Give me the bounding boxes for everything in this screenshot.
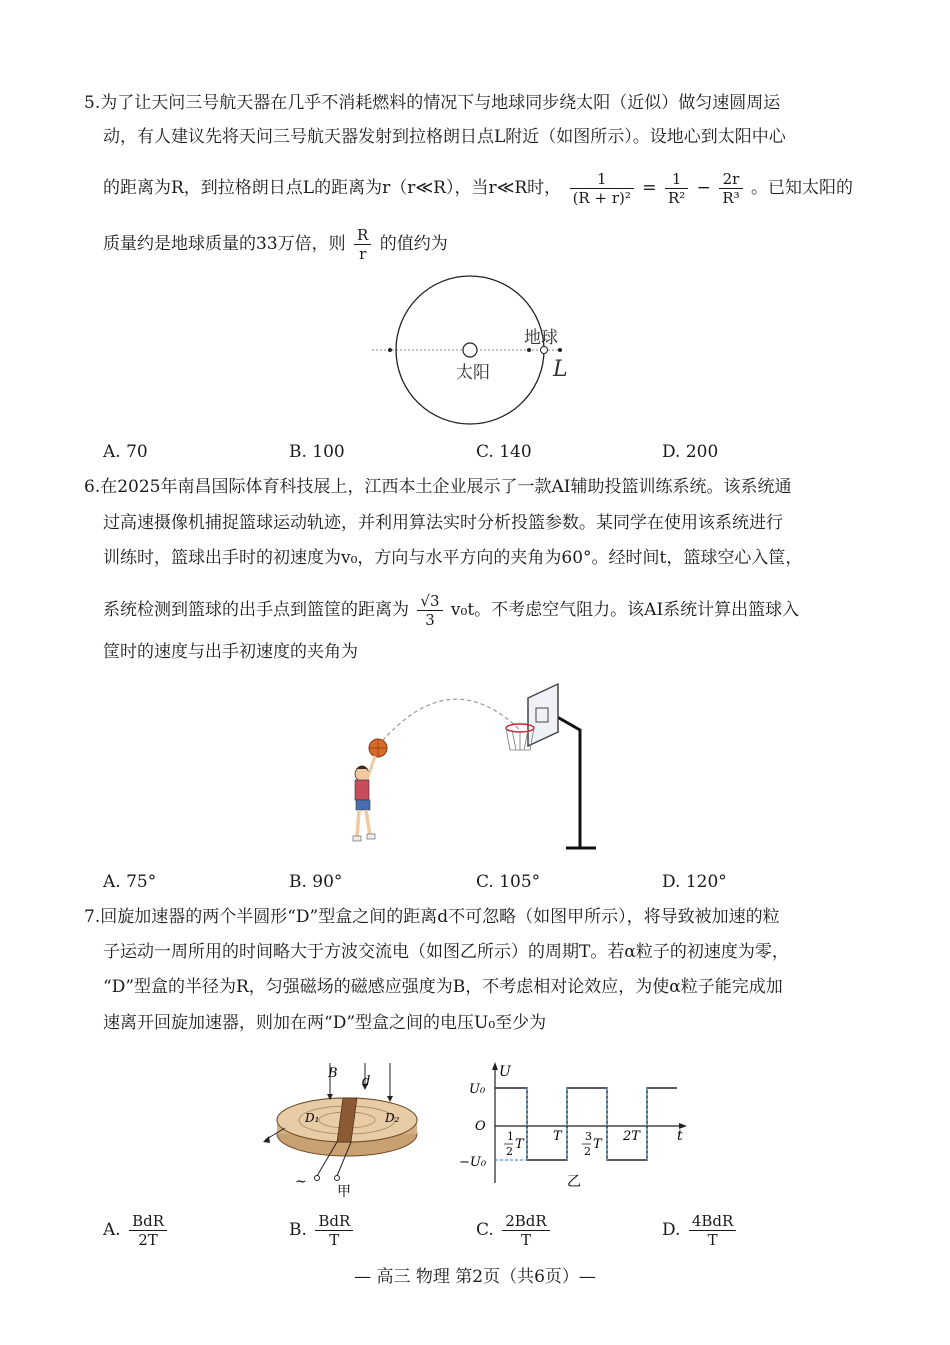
t-tick-label: T: [553, 1129, 562, 1144]
eq-term1-fraction: $\frac{1}{\text{R²}}$: [665, 170, 688, 207]
sun-label: 太阳: [456, 363, 490, 383]
q7-line-4: 速离开回旋加速器，则加在两“D”型盒之间的电压U₀至少为: [103, 1013, 547, 1033]
q7-line-2: 子运动一周所用的时间略大于方波交流电（如图乙所示）的周期T。若α粒子的初速度为零，: [103, 942, 789, 962]
three-half-num: 3: [585, 1130, 592, 1143]
gap-d-label: d: [362, 1074, 371, 1089]
three-half-t-symbol: T: [593, 1137, 602, 1152]
q6-line-3: 训练时，篮球出手时的初速度为v₀，方向与水平方向的夹角为60°。经时间t，篮球空心入筐，: [103, 548, 803, 568]
d1-label: D₁: [305, 1111, 320, 1125]
t-axis-label: t: [677, 1128, 683, 1144]
three-half-den: 2: [584, 1145, 591, 1158]
sun-earth-orbit-figure: [360, 270, 600, 430]
q5-line-4: 质量约是地球质量的33万倍，则 $\frac{R}{r}$ 的值约为: [103, 226, 448, 263]
earth-label: 地球: [524, 328, 558, 348]
magnetic-field-label: B: [328, 1066, 338, 1081]
u0-label: U₀: [469, 1082, 486, 1097]
half-t-symbol: T: [515, 1137, 524, 1152]
neg-u0-label: −U₀: [459, 1155, 487, 1170]
q7-option-a: A. $\frac{\text{BdR}}{2T}$: [103, 1212, 170, 1249]
d2-label: D₂: [385, 1111, 400, 1125]
q5-line-1: 5.为了让天问三号航天器在几乎不消耗燃料的情况下与地球同步绕太阳（近似）做匀速圆周运: [84, 93, 781, 113]
page-footer: — 高三 物理 第2页（共6页）—: [354, 1267, 596, 1287]
distance-fraction: $\frac{√3}{3}$: [417, 592, 442, 629]
half-t-num: 1: [507, 1130, 514, 1143]
q6-option-b: B. 90°: [289, 872, 343, 892]
eq-lhs-fraction: $\frac{1}{\text{(R + r)²}}$: [570, 170, 634, 207]
q6-option-a: A. 75°: [103, 872, 157, 892]
figure-jia-caption: 甲: [337, 1184, 351, 1200]
q6-line-2: 过高速摄像机捕捉篮球运动轨迹，并利用算法实时分析投篮参数。某同学在使用该系统进行: [103, 513, 783, 533]
cyclotron-figure: [255, 1058, 445, 1203]
square-wave-graph: [455, 1058, 695, 1193]
q5-option-d: D. 200: [662, 442, 719, 462]
origin-label: O: [475, 1119, 486, 1134]
q6-line-1: 6.在2025年南昌国际体育科技展上，江西本土企业展示了一款AI辅助投篮训练系统。该系统通: [84, 477, 792, 497]
half-t-den: 2: [506, 1145, 513, 1158]
q5-option-c: C. 140: [476, 442, 532, 462]
q7-option-d: D. $\frac{\text{4BdR}}{T}$: [662, 1212, 739, 1249]
basketball-shot-figure: [340, 670, 620, 855]
q7-option-c: C. $\frac{\text{2BdR}}{T}$: [476, 1212, 553, 1249]
q6-option-d: D. 120°: [662, 872, 727, 892]
q5-option-b: B. 100: [289, 442, 345, 462]
q7-line-1: 7.回旋加速器的两个半圆形“D”型盒之间的距离d不可忽略（如图甲所示），将导致被加速的粒: [84, 907, 780, 927]
ratio-fraction: $\frac{R}{r}$: [354, 226, 371, 263]
q5-line-2: 动，有人建议先将天问三号航天器发射到拉格朗日点L附近（如图所示）。设地心到太阳中心: [103, 127, 786, 147]
u-axis-label: U: [499, 1064, 511, 1080]
q5-option-a: A. 70: [103, 442, 148, 462]
ac-symbol: ~: [295, 1174, 307, 1190]
figure-yi-caption: 乙: [567, 1174, 581, 1190]
q6-option-c: C. 105°: [476, 872, 541, 892]
q5-line-3: 的距离为R，到拉格朗日点L的距离为r（r≪R），当r≪R时， $\frac{1}{\text{(R + r)²}}$ = $\frac{1}{\text{R²}}$ − $\frac{2r}{\text{R³}}$ 。已知太阳的: [103, 170, 854, 207]
eq-term2-fraction: $\frac{2r}{\text{R³}}$: [719, 170, 742, 207]
q6-line-4: 系统检测到篮球的出手点到篮筐的距离为 $\frac{√3}{3}$ v₀t。不考虑空气阻力。该AI系统计算出篮球入: [103, 592, 800, 629]
two-t-label: 2T: [623, 1129, 640, 1144]
q7-option-b: B. $\frac{\text{BdR}}{T}$: [289, 1212, 356, 1249]
q7-line-3: “D”型盒的半径为R，匀强磁场的磁感应强度为B，不考虑相对论效应，为使α粒子能完成加: [103, 977, 783, 997]
lagrange-point-label: L: [553, 357, 568, 382]
q6-line-5: 筐时的速度与出手初速度的夹角为: [103, 642, 358, 662]
